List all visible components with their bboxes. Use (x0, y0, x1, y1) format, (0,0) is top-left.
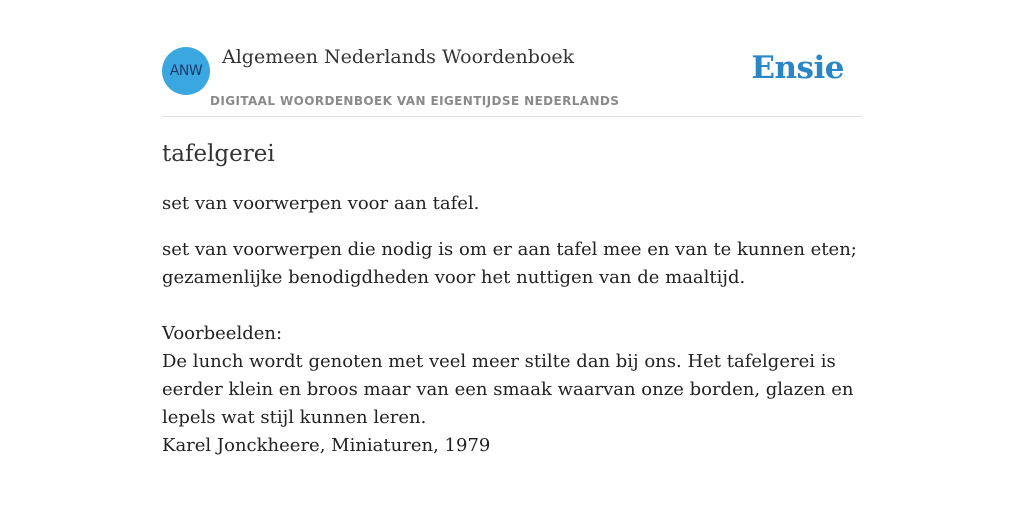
headword: tafelgerei (162, 141, 275, 167)
long-definition: set van voorwerpen die nodig is om er aan tafel mee en van te kunnen eten; gezamenlijke benodigdheden voor het nuttigen van de maaltijd. (162, 239, 857, 288)
ensie-brand-logo[interactable]: Ensie (751, 50, 844, 86)
example-text: De lunch wordt genoten met veel meer stilte dan bij ons. Het tafelgerei is eerder klein en broos maar van een smaak waarvan onze borden, glazen en lepels wat stijl kunnen leren. (162, 351, 854, 428)
site-title[interactable]: Algemeen Nederlands Woordenboek (222, 46, 575, 68)
entry-content (162, 138, 862, 460)
example-source: Karel Jonckheere, Miniaturen, 1979 (162, 435, 491, 456)
anw-logo[interactable]: ANW (162, 47, 210, 95)
site-header (162, 0, 862, 117)
examples-label: Voorbeelden: (162, 323, 283, 344)
short-definition: set van voorwerpen voor aan tafel. (162, 193, 480, 214)
site-subtitle: DIGITAAL WOORDENBOEK VAN EIGENTIJDSE NEDERLANDS (210, 94, 620, 108)
